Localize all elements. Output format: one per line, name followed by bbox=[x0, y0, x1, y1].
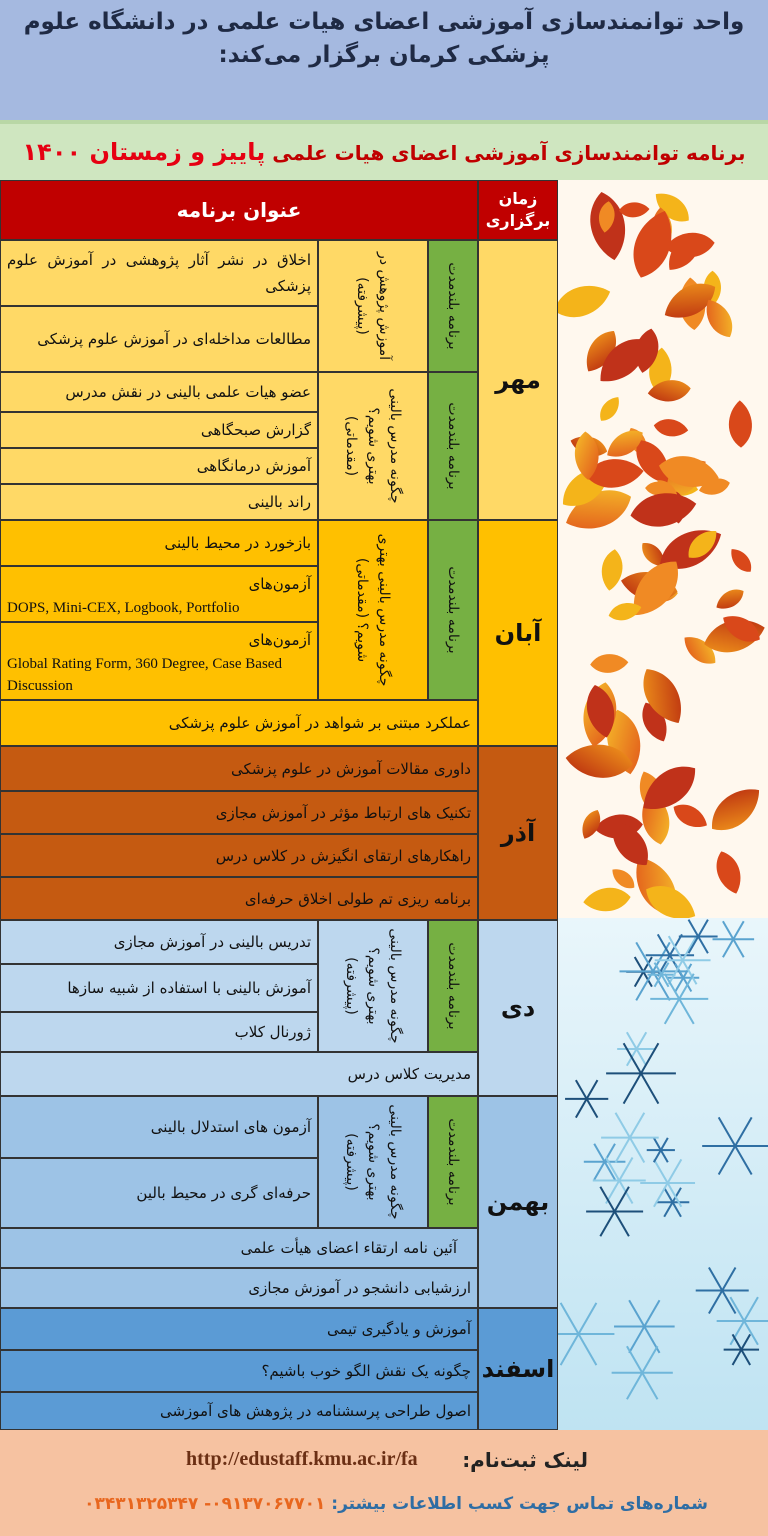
list-item: راهکارهای ارتقای انگیزش در کلاس درس bbox=[0, 834, 478, 877]
group-clinical-adv-label: چگونه مدرس بالینی بهتری شویم؟ (پیشرفته) bbox=[343, 928, 403, 1044]
seasonal-decoration bbox=[558, 180, 768, 1430]
list-item: آموزش بالینی با استفاده از شبیه سازها bbox=[0, 964, 318, 1012]
group-research-label: آموزش پژوهش در (پیشرفته) bbox=[354, 252, 392, 360]
list-item: حرفه‌ای گری در محیط بالین bbox=[0, 1158, 318, 1228]
list-item: عملکرد مبتنی بر شواهد در آموزش علوم پزشکی bbox=[0, 700, 478, 746]
month-bahman bbox=[478, 1096, 558, 1308]
list-item: آزمون های استدلال بالینی bbox=[0, 1096, 318, 1158]
list-item: داوری مقالات آموزش در علوم پزشکی bbox=[0, 746, 478, 791]
long-program-tag bbox=[428, 920, 478, 1052]
group-clinical-intro-label: چگونه مدرس بالینی بهتری شویم؟ (مقدماتی) bbox=[343, 388, 403, 504]
list-item: تکنیک های ارتباط مؤثر در آموزش مجازی bbox=[0, 791, 478, 834]
column-header-time-label: زمان برگزاری bbox=[485, 189, 551, 230]
exams-label: آزمون‌های bbox=[248, 575, 311, 593]
column-header-time bbox=[478, 180, 558, 240]
list-item bbox=[0, 622, 318, 700]
list-item: آئین نامه ارتقاء اعضای هیأت علمی bbox=[0, 1228, 478, 1268]
page-header bbox=[0, 0, 768, 120]
list-item: گزارش صبحگاهی bbox=[0, 412, 318, 448]
group-clinical-adv bbox=[318, 1096, 428, 1228]
header-line-2: پزشکی کرمان برگزار می‌کند: bbox=[218, 42, 550, 68]
group-clinical-adv bbox=[318, 920, 428, 1052]
list-item: آموزش و یادگیری تیمی bbox=[0, 1308, 478, 1350]
list-item: ارزشیابی دانشجو در آموزش مجازی bbox=[0, 1268, 478, 1308]
long-program-label: برنامه بلندمدت bbox=[445, 566, 461, 654]
group-clinical-intro bbox=[318, 372, 428, 520]
list-item: اصول طراحی پرسشنامه در پژوهش های آموزشی bbox=[0, 1392, 478, 1430]
month-esfand bbox=[478, 1308, 558, 1430]
page-footer bbox=[0, 1430, 768, 1536]
long-program-tag bbox=[428, 520, 478, 700]
group-research bbox=[318, 240, 428, 372]
long-program-label: برنامه بلندمدت bbox=[445, 262, 461, 350]
list-item: مطالعات مداخله‌ای در آموزش علوم پزشکی bbox=[0, 306, 318, 372]
long-program-label: برنامه بلندمدت bbox=[445, 1118, 461, 1206]
month-azar bbox=[478, 746, 558, 920]
month-esfand-label: اسفند bbox=[481, 1355, 555, 1383]
program-banner bbox=[0, 120, 768, 180]
group-clinical-intro-label: چگونه مدرس بالینی بهتری شویم؟ (مقدماتی) bbox=[354, 533, 392, 687]
exams-list-1: DOPS, Mini-CEX, Logbook, Portfolio bbox=[7, 600, 240, 616]
long-program-label: برنامه بلندمدت bbox=[445, 402, 461, 490]
list-item: عضو هیات علمی بالینی در نقش مدرس bbox=[0, 372, 318, 412]
list-item: آموزش درمانگاهی bbox=[0, 448, 318, 484]
column-header-title-label: عنوان برنامه bbox=[176, 198, 302, 222]
list-item: راند بالینی bbox=[0, 484, 318, 520]
month-aban-label: آبان bbox=[494, 619, 542, 647]
exams-label: آزمون‌های bbox=[248, 631, 311, 649]
list-item: چگونه یک نقش الگو خوب باشیم؟ bbox=[0, 1350, 478, 1392]
banner-season: پاییز و زمستان ۱۴۰۰ bbox=[22, 138, 266, 166]
contact-label: شماره‌های تماس جهت کسب اطلاعات بیشتر: bbox=[331, 1494, 708, 1514]
month-bahman-label: بهمن bbox=[486, 1188, 550, 1216]
month-mehr-label: مهر bbox=[495, 366, 541, 394]
registration-label: لینک ثبت‌نام: bbox=[462, 1448, 588, 1472]
month-dey-label: دی bbox=[500, 994, 536, 1022]
month-aban bbox=[478, 520, 558, 746]
autumn-leaves-icon bbox=[558, 180, 768, 1430]
long-program-tag bbox=[428, 1096, 478, 1228]
list-item: مدیریت کلاس درس bbox=[0, 1052, 478, 1096]
month-azar-label: آذر bbox=[500, 819, 536, 847]
banner-title: برنامه توانمندسازی آموزشی اعضای هیات علمی bbox=[272, 141, 746, 165]
header-line-1: واحد توانمندسازی آموزشی اعضای هیات علمی در دانشگاه علوم bbox=[23, 9, 745, 35]
schedule-table bbox=[0, 180, 558, 1430]
contact-phones: ۰۹۱۳۷۰۶۷۷۰۱- ۰۳۴۳۱۳۲۵۳۴۷ bbox=[84, 1494, 326, 1514]
group-clinical-adv-label: چگونه مدرس بالینی بهتری شویم؟ (پیشرفته) bbox=[343, 1104, 403, 1220]
exams-list-2: Global Rating Form, 360 Degree, Case Based Discussion bbox=[7, 656, 282, 694]
list-item: تدریس بالینی در آموزش مجازی bbox=[0, 920, 318, 964]
column-header-title bbox=[0, 180, 478, 240]
long-program-tag bbox=[428, 240, 478, 372]
long-program-tag bbox=[428, 372, 478, 520]
month-mehr bbox=[478, 240, 558, 520]
registration-link[interactable]: http://edustaff.kmu.ac.ir/fa bbox=[186, 1448, 418, 1470]
contact-line bbox=[84, 1494, 708, 1514]
month-dey bbox=[478, 920, 558, 1096]
list-item: برنامه ریزی تم طولی اخلاق حرفه‌ای bbox=[0, 877, 478, 920]
group-clinical-intro bbox=[318, 520, 428, 700]
list-item: بازخورد در محیط بالینی bbox=[0, 520, 318, 566]
list-item bbox=[0, 566, 318, 622]
list-item: اخلاق در نشر آثار پژوهشی در آموزش علوم پزشکی bbox=[0, 240, 318, 306]
list-item: ژورنال کلاب bbox=[0, 1012, 318, 1052]
long-program-label: برنامه بلندمدت bbox=[445, 942, 461, 1030]
